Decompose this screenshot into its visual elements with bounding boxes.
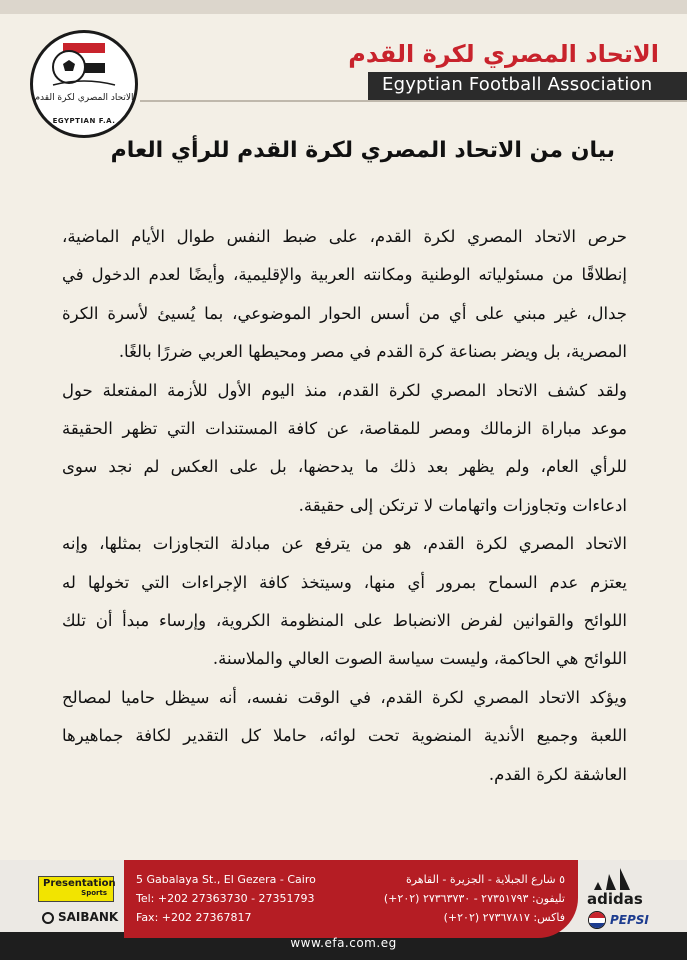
body-line: ادعاءات وتجاوزات واتهامات لا ترتكن إلى حقيقة. xyxy=(298,495,627,515)
body-line: اللعبة وجميع الأندية المنضوية تحت لوائه، حاملا كل التقدير لكافة جماهيرها xyxy=(62,726,627,746)
presentation-logo-name: Presentation xyxy=(43,878,116,889)
header-divider xyxy=(140,100,687,102)
body-line: للرأي العام، ولم يظهر بعد ذلك ما يدحضها، بل على العكس لم نجد سوى xyxy=(62,457,627,477)
efa-logo xyxy=(30,30,138,138)
body-line: العاشقة لكرة القدم. xyxy=(488,764,627,784)
logo-text-english: EGYPTIAN F.A. xyxy=(52,117,116,125)
pepsi-logo-text: PEPSI xyxy=(610,913,649,927)
body-line: ولقد كشف الاتحاد المصري لكرة القدم، منذ اليوم الأول للأزمة المفتعلة حول xyxy=(62,380,627,400)
body-line: اللوائح هي الحاكمة، وليست سياسة الصوت العالي والملاسنة. xyxy=(212,649,627,669)
body-line: ويؤكد الاتحاد المصري لكرة القدم، في الوقت نفسه، أنه سيظل حاميا لمصالح xyxy=(62,687,627,707)
letterhead-footer xyxy=(0,860,687,960)
body-line: الاتحاد المصري لكرة القدم، هو من يترفع عن مبادلة التجاوزات بمثلها، وإنه xyxy=(62,534,627,554)
address-line-ar: ٥ شارع الجبلاية - الجزيرة - القاهرة xyxy=(405,873,565,886)
address-english xyxy=(136,870,316,927)
association-name-arabic: الاتحاد المصري لكرة القدم xyxy=(348,40,659,68)
top-strip xyxy=(0,0,687,14)
association-name-english: Egyptian Football Association xyxy=(382,74,653,95)
phone-line-ar: تليفون: ٢٧٣٥١٧٩٣ - ٢٧٣٦٣٧٣٠ (٢٠٢+) xyxy=(383,892,565,905)
adidas-stripes-icon xyxy=(590,866,638,890)
website-url[interactable]: www.efa.com.eg xyxy=(290,936,397,950)
adidas-logo-text: adidas xyxy=(587,890,643,908)
saib-icon xyxy=(42,912,54,924)
body-line: جدال، غير مبني على أي من أسس الحوار الموضوعي، بما يُسيئ لأسرة الكرة xyxy=(62,303,627,323)
saib-logo-text: SAIBANK xyxy=(58,910,119,924)
fax-line-ar: فاكس: ٢٧٣٦٧٨١٧ (٢٠٢+) xyxy=(443,911,565,924)
body-line: حرص الاتحاد المصري لكرة القدم، على ضبط النفس طوال الأيام الماضية، xyxy=(62,227,627,246)
logo-text-arabic: الاتحاد المصري لكرة القدم xyxy=(34,93,134,103)
presentation-logo-sub: Sports xyxy=(81,889,107,897)
body-line: المصرية، بل ويضر بصناعة كرة القدم في مصر ومحيطها العربي ضررًا بالغًا. xyxy=(118,342,627,362)
phone-line: Tel: +202 27363730 - 27351793 xyxy=(136,892,315,905)
statement-body xyxy=(62,218,627,794)
letterhead xyxy=(0,0,687,145)
presentation-sports-logo xyxy=(38,876,114,902)
address-arabic xyxy=(384,870,565,927)
pepsi-globe-icon xyxy=(588,911,606,929)
body-line: يعتزم عدم السماح بمرور أي منها، وسيتخذ كافة الإجراءات التي تخولها له xyxy=(62,572,627,592)
body-line: إنطلاقًا من مسئولياته الوطنية ومكانته العربية والإقليمية، وأيضًا لعدم الدخول في xyxy=(62,265,627,285)
body-line: موعد مباراة الزمالك ومصر للمقاصة، عن كافة المستندات التي تظهر الحقيقة xyxy=(62,419,628,439)
statement-title: بيان من الاتحاد المصري لكرة القدم للرأي العام xyxy=(110,138,615,163)
body-line: اللوائح والقوانين لفرض الانضباط على المنظومة الكروية، وإرساء مبدأ أن تلك xyxy=(62,611,627,631)
fax-line: Fax: +202 27367817 xyxy=(136,911,252,924)
address-line: 5 Gabalaya St., El Gezera - Cairo xyxy=(136,873,316,886)
